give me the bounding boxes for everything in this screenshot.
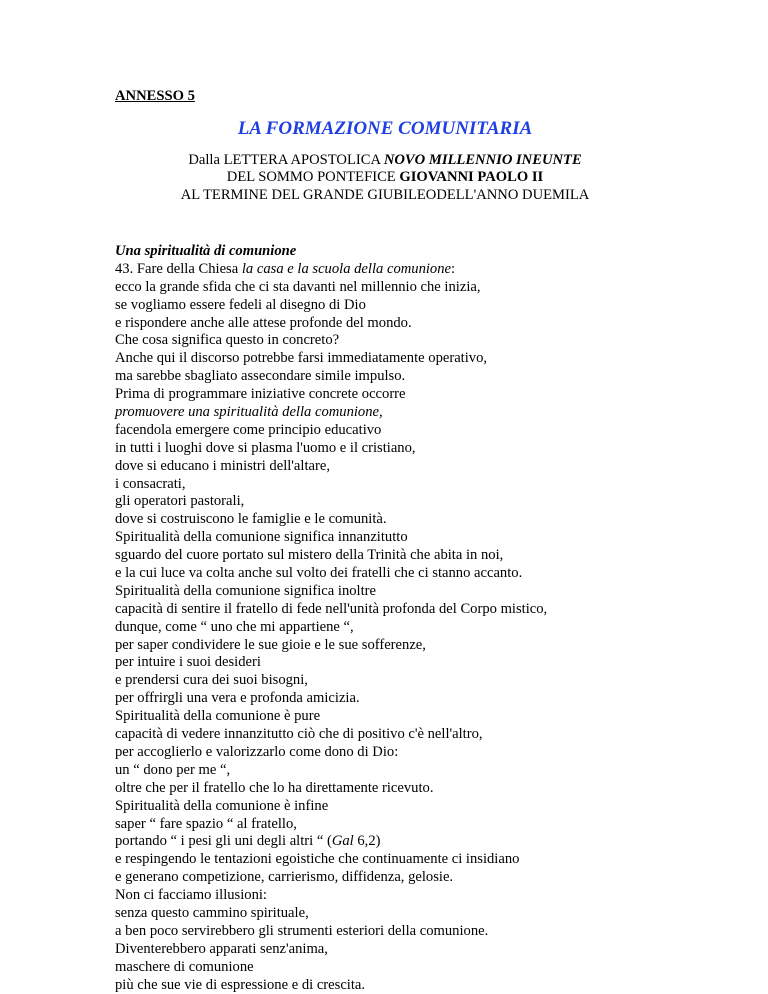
- body-line: Prima di programmare iniziative concrete occorre: [115, 386, 406, 403]
- body-line: saper “ fare spazio “ al fratello,: [115, 815, 297, 832]
- body-line: [115, 404, 547, 422]
- body-line: gli operatori pastorali,: [115, 493, 245, 510]
- body-line: capacità di vedere innanzitutto ciò che di positivo c'è nell'altro,: [115, 726, 483, 743]
- pontiff-name: GIOVANNI PAOLO II: [399, 169, 544, 186]
- body-emphasis: promuovere una spiritualità della comunione: [115, 404, 380, 421]
- body-line: in tutti i luoghi dove si plasma l'uomo e il cristiano,: [115, 439, 416, 456]
- body-line: a ben poco servirebbero gli strumenti esteriori della comunione.: [115, 922, 489, 939]
- body-line: dove si costruiscono le famiglie e le comunità.: [115, 511, 387, 528]
- source-line-3: AL TERMINE DEL GRANDE GIUBILEODELL'ANNO DUEMILA: [180, 186, 590, 203]
- body-text: portando “ i pesi gli uni degli altri “ (: [115, 833, 332, 850]
- body-line: Non ci facciamo illusioni:: [115, 887, 267, 904]
- body-line: Spiritualità della comunione significa innanzitutto: [115, 529, 408, 546]
- body-line: e generano competizione, carrierismo, diffidenza, gelosie.: [115, 869, 454, 886]
- body-line: Spiritualità della comunione significa inoltre: [115, 582, 376, 599]
- source-prefix: Dalla LETTERA APOSTOLICA: [188, 152, 384, 168]
- body-emphasis: la casa e la scuola della comunione: [241, 260, 451, 277]
- body-text: 6,2): [353, 833, 381, 850]
- body-line: i consacrati,: [115, 475, 186, 492]
- body-line: ecco la grande sfida che ci sta davanti nel millennio che inizia,: [115, 278, 481, 295]
- letter-title: NOVO MILLENNIO INEUNTE: [383, 152, 582, 168]
- source-header: [115, 152, 655, 204]
- body-line: [115, 261, 547, 279]
- body-line: Spiritualità della comunione è infine: [115, 797, 329, 814]
- body-line: maschere di comunione: [115, 958, 254, 975]
- annex-label: ANNESSO 5: [115, 88, 195, 104]
- body-line: dove si educano i ministri dell'altare,: [115, 457, 330, 474]
- body-line: senza questo cammino spirituale,: [115, 904, 309, 921]
- source-line-2: [115, 169, 655, 186]
- document-body: [115, 243, 547, 994]
- document-title: LA FORMAZIONE COMUNITARIA: [237, 118, 533, 139]
- body-line: per saper condividere le sue gioie e le sue sofferenze,: [115, 636, 426, 653]
- body-line: Diventerebbero apparati senz'anima,: [115, 940, 328, 957]
- body-line: per intuire i suoi desideri: [115, 654, 261, 671]
- body-line: Che cosa significa questo in concreto?: [115, 332, 340, 349]
- section-heading: Una spiritualità di comunione: [115, 243, 297, 259]
- body-line: oltre che per il fratello che lo ha direttamente ricevuto.: [115, 779, 434, 796]
- body-line: e respingendo le tentazioni egoistiche che continuamente ci insidiano: [115, 851, 520, 868]
- body-text: :: [451, 260, 456, 277]
- pontiff-prefix: DEL SOMMO PONTEFICE: [226, 169, 400, 186]
- body-line: per accoglierlo e valorizzarlo come dono di Dio:: [115, 743, 399, 760]
- scripture-reference: Gal: [331, 833, 354, 850]
- source-line-1: [115, 152, 655, 169]
- body-line: per offrirgli una vera e profonda amicizia.: [115, 690, 360, 707]
- body-line: e prendersi cura dei suoi bisogni,: [115, 672, 308, 689]
- body-line: capacità di sentire il fratello di fede nell'unità profonda del Corpo mistico,: [115, 600, 548, 617]
- body-line: [115, 833, 547, 851]
- body-text: ,: [379, 404, 383, 421]
- body-line: più che sue vie di espressione e di crescita.: [115, 976, 366, 993]
- body-line: un “ dono per me “,: [115, 761, 231, 778]
- body-line: Anche qui il discorso potrebbe farsi immediatamente operativo,: [115, 350, 488, 367]
- body-text: 43. Fare della Chiesa: [115, 260, 242, 277]
- body-line: dunque, come “ uno che mi appartiene “,: [115, 618, 354, 635]
- body-line: ma sarebbe sbagliato assecondare simile impulso.: [115, 368, 406, 385]
- body-line: e rispondere anche alle attese profonde del mondo.: [115, 314, 412, 331]
- body-line: sguardo del cuore portato sul mistero della Trinità che abita in noi,: [115, 547, 504, 564]
- body-line: se vogliamo essere fedeli al disegno di Dio: [115, 296, 366, 313]
- body-line: e la cui luce va colta anche sul volto dei fratelli che ci stanno accanto.: [115, 565, 523, 582]
- body-line: facendola emergere come principio educativo: [115, 421, 382, 438]
- body-line: Spiritualità della comunione è pure: [115, 708, 321, 725]
